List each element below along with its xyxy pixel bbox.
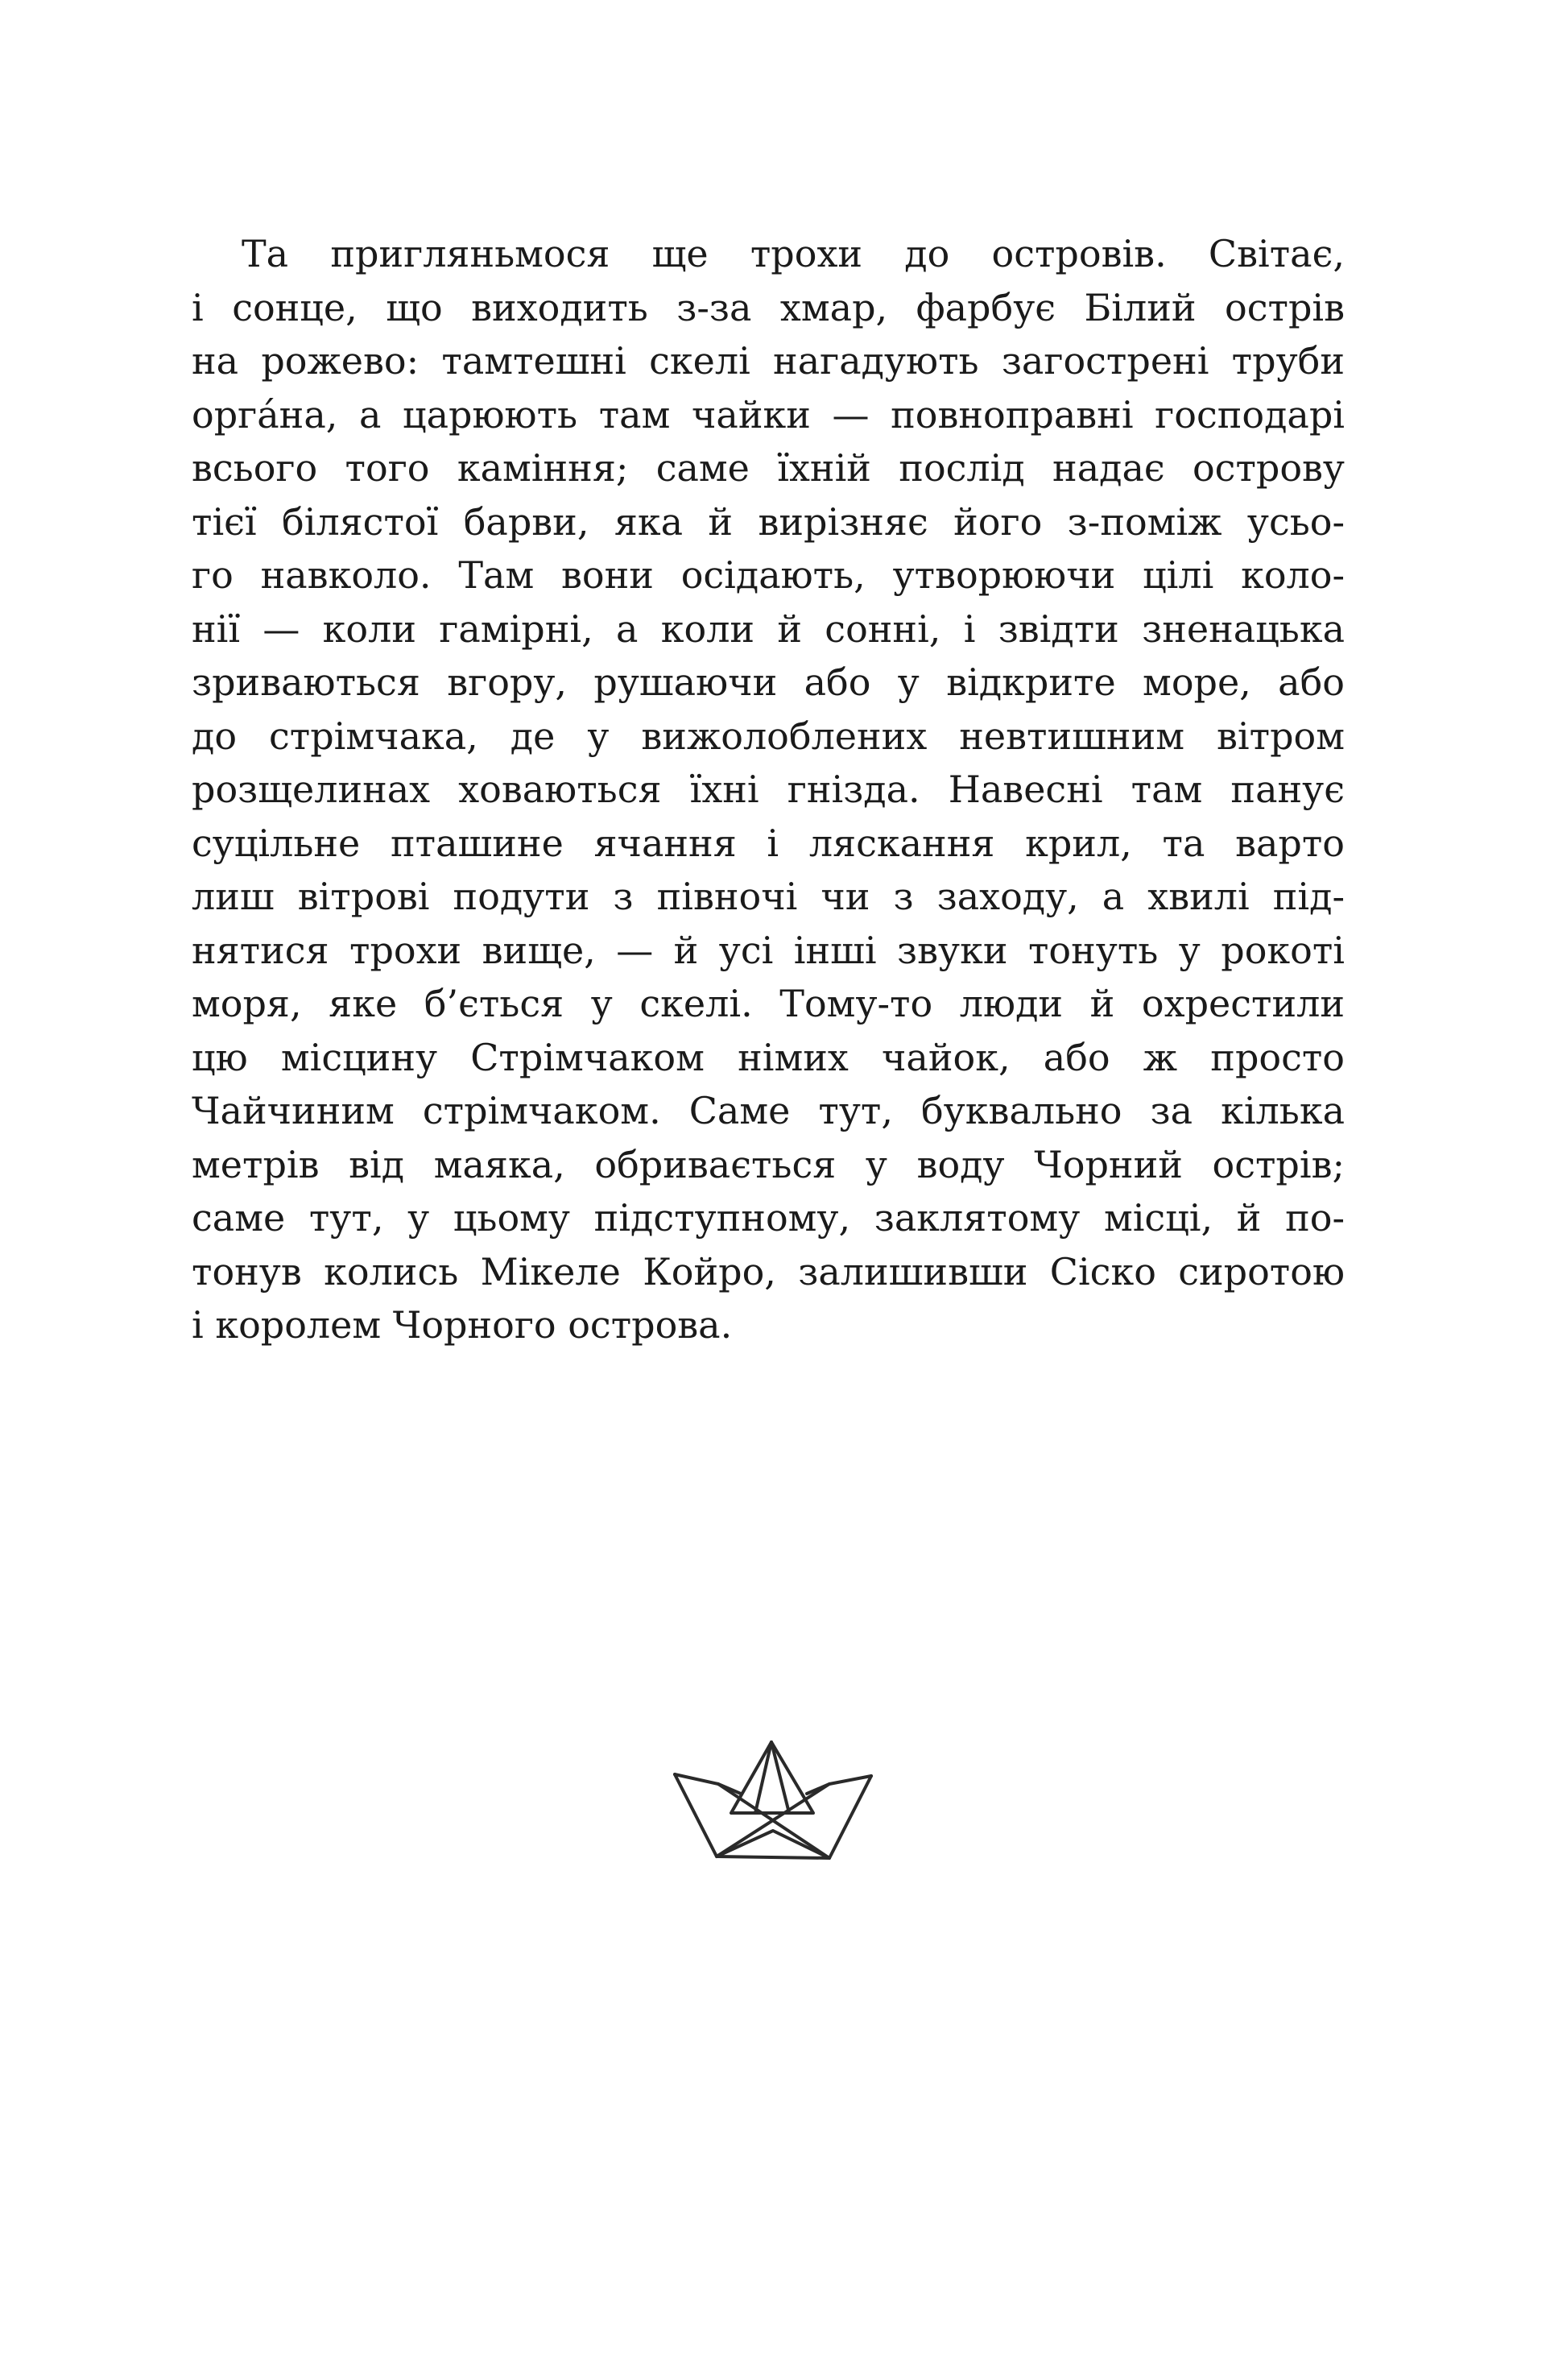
text-line: всього того каміння; саме їхній послід надає острову [192,446,1345,490]
text-line: Та пригляньмося ще трохи до островів. Світає, [242,232,1345,275]
text-line: до стрімчака, де у вижолоблених невтишним вітром [192,714,1345,758]
text-line: го навколо. Там вони осідають, утворюючи цілі коло- [192,553,1345,597]
text-line: на рожево: тамтешні скелі нагадують загострені труби [192,339,1345,383]
text-line: суцільне пташине ячання і ляскання крил, та варто [192,821,1345,865]
text-line: розщелинах ховаються їхні гнізда. Навесні там панує [192,768,1345,811]
text-line: моря, яке б’ється у скелі. Тому-то люди й охрестили [192,982,1345,1025]
text-line: зриваються вгору, рушаючи або у відкрите море, або [192,660,1345,704]
text-line: і сонце, що виходить з-за хмар, фарбує Білий острів [192,285,1345,329]
text-line: цю місцину Стрімчаком німих чайок, або ж просто [192,1035,1345,1079]
text-line: і королем Чорного острова. [192,1303,733,1347]
text-line: Чайчиним стрімчаком. Саме тут, буквально за кілька [192,1089,1345,1132]
text-line: тієї білястої барви, яка й вирізняє його з-поміж усьо- [192,499,1345,544]
text-line: саме тут, у цьому підступному, заклятому місці, й по- [192,1196,1345,1240]
text-line: метрів від маяка, обривається у воду Чорний острів; [192,1142,1345,1186]
text-line: нятися трохи вище, — й усі інші звуки тонуть у рокоті [192,928,1345,972]
paper-boat-icon [668,1736,878,1865]
text-line: оргáна, а царюють там чайки — повноправні господарі [192,392,1345,437]
text-line: нії — коли гамірні, а коли й сонні, і звідти зненацька [192,606,1345,651]
text-line: тонув колись Мікеле Койро, залишивши Сіско сиротою [192,1249,1345,1293]
text-line: лиш вітрові подути з півночі чи з заходу, а хвилі під- [192,875,1345,918]
body-paragraph [192,227,1345,1352]
